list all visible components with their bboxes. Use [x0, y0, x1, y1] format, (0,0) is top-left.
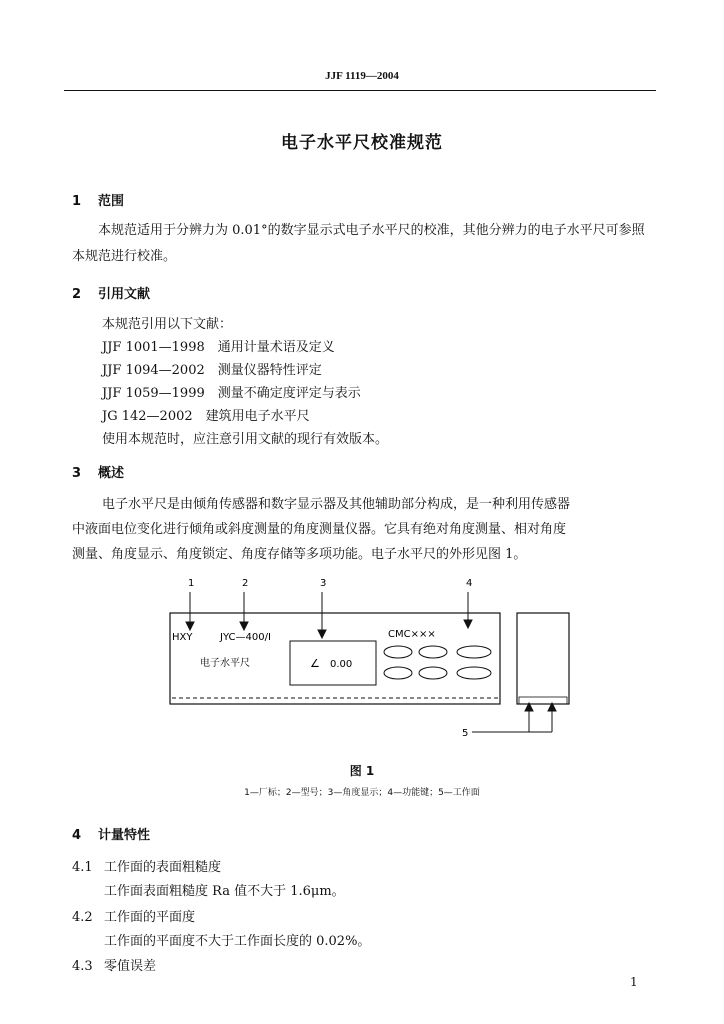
callout-2: 2 [242, 578, 249, 589]
function-key [457, 667, 491, 679]
reference-item: JJF 1059—1999 测量不确定度评定与表示 [102, 386, 361, 401]
reference-item: JJF 1094—2002 测量仪器特性评定 [102, 363, 322, 378]
section-3-title: 概述 [98, 466, 125, 481]
section-4-title: 计量特性 [98, 828, 151, 843]
display-value: 0.00 [330, 659, 353, 670]
model-label: JYC—400/I [220, 632, 271, 643]
subsection-4-1-number: 4.1 [72, 860, 93, 875]
section-2-number: 2 [72, 287, 82, 302]
function-key [457, 646, 491, 658]
section-3-line-2: 中液面电位变化进行倾角或斜度测量的角度测量仪器。它具有绝对角度测量、相对角度 [72, 522, 567, 537]
reference-item: JJF 1001—1998 通用计量术语及定义 [102, 340, 335, 355]
figure-caption: 1—厂标；2—型号；3—角度显示；4—功能键；5—工作面 [244, 788, 480, 798]
callout-4: 4 [466, 578, 473, 589]
brand-label: HXY [172, 632, 193, 643]
function-keys [384, 646, 491, 679]
section-3-line-3: 测量、角度显示、角度锁定、角度存储等多项功能。电子水平尺的外形见图 1。 [72, 547, 527, 562]
section-1-heading [72, 190, 124, 209]
subsection-4-2-number: 4.2 [72, 910, 93, 925]
section-1-number: 1 [72, 194, 82, 209]
side-view-base [519, 697, 567, 704]
angle-symbol: ∠ [310, 657, 320, 670]
page-number: 1 [630, 975, 638, 989]
section-4-number: 4 [72, 828, 82, 843]
section-1-text: 本规范适用于分辨力为 0.01°的数字显示式电子水平尺的校准，其他分辨力的电子水平尺可参照本规范进行校准。 [72, 223, 645, 264]
section-4-heading [72, 824, 150, 843]
device-name-label: 电子水平尺 [200, 658, 250, 669]
function-key [419, 667, 447, 679]
subsection-4-2-heading [72, 906, 195, 925]
document-title: 电子水平尺校准规范 [281, 133, 443, 153]
section-2-heading [72, 283, 150, 302]
subsection-4-3-heading [72, 955, 156, 974]
device-figure [0, 570, 724, 750]
section-2-note: 使用本规范时，应注意引用文献的现行有效版本。 [102, 432, 389, 447]
callout-3: 3 [320, 578, 327, 589]
reference-item: JG 142—2002 建筑用电子水平尺 [102, 409, 310, 424]
section-3-line-1: 电子水平尺是由倾角传感器和数字显示器及其他辅助部分构成，是一种利用传感器 [102, 497, 571, 512]
section-3-number: 3 [72, 466, 82, 481]
section-3-heading [72, 462, 124, 481]
subsection-4-1-title: 工作面的表面粗糙度 [104, 860, 222, 875]
callout-1: 1 [188, 578, 195, 589]
subsection-4-2-text: 工作面的平面度不大于工作面长度的 0.02%。 [104, 934, 371, 949]
side-view [517, 613, 569, 704]
header-rule [64, 90, 656, 91]
subsection-4-1-heading [72, 856, 221, 875]
function-key [419, 646, 447, 658]
subsection-4-1-text: 工作面表面粗糙度 Ra 值不大于 1.6μm。 [104, 884, 345, 899]
cmc-label: CMC××× [388, 629, 436, 640]
function-key [384, 667, 412, 679]
callout-5: 5 [462, 728, 469, 739]
subsection-4-3-number: 4.3 [72, 959, 93, 974]
figure-title: 图 1 [349, 764, 375, 778]
standard-code: JJF 1119—2004 [325, 70, 399, 82]
subsection-4-2-title: 工作面的平面度 [104, 910, 196, 925]
function-key [384, 646, 412, 658]
section-2-title: 引用文献 [98, 287, 151, 302]
section-1-title: 范围 [98, 194, 125, 209]
subsection-4-3-title: 零值误差 [104, 959, 157, 974]
section-2-intro: 本规范引用以下文献： [102, 317, 233, 332]
